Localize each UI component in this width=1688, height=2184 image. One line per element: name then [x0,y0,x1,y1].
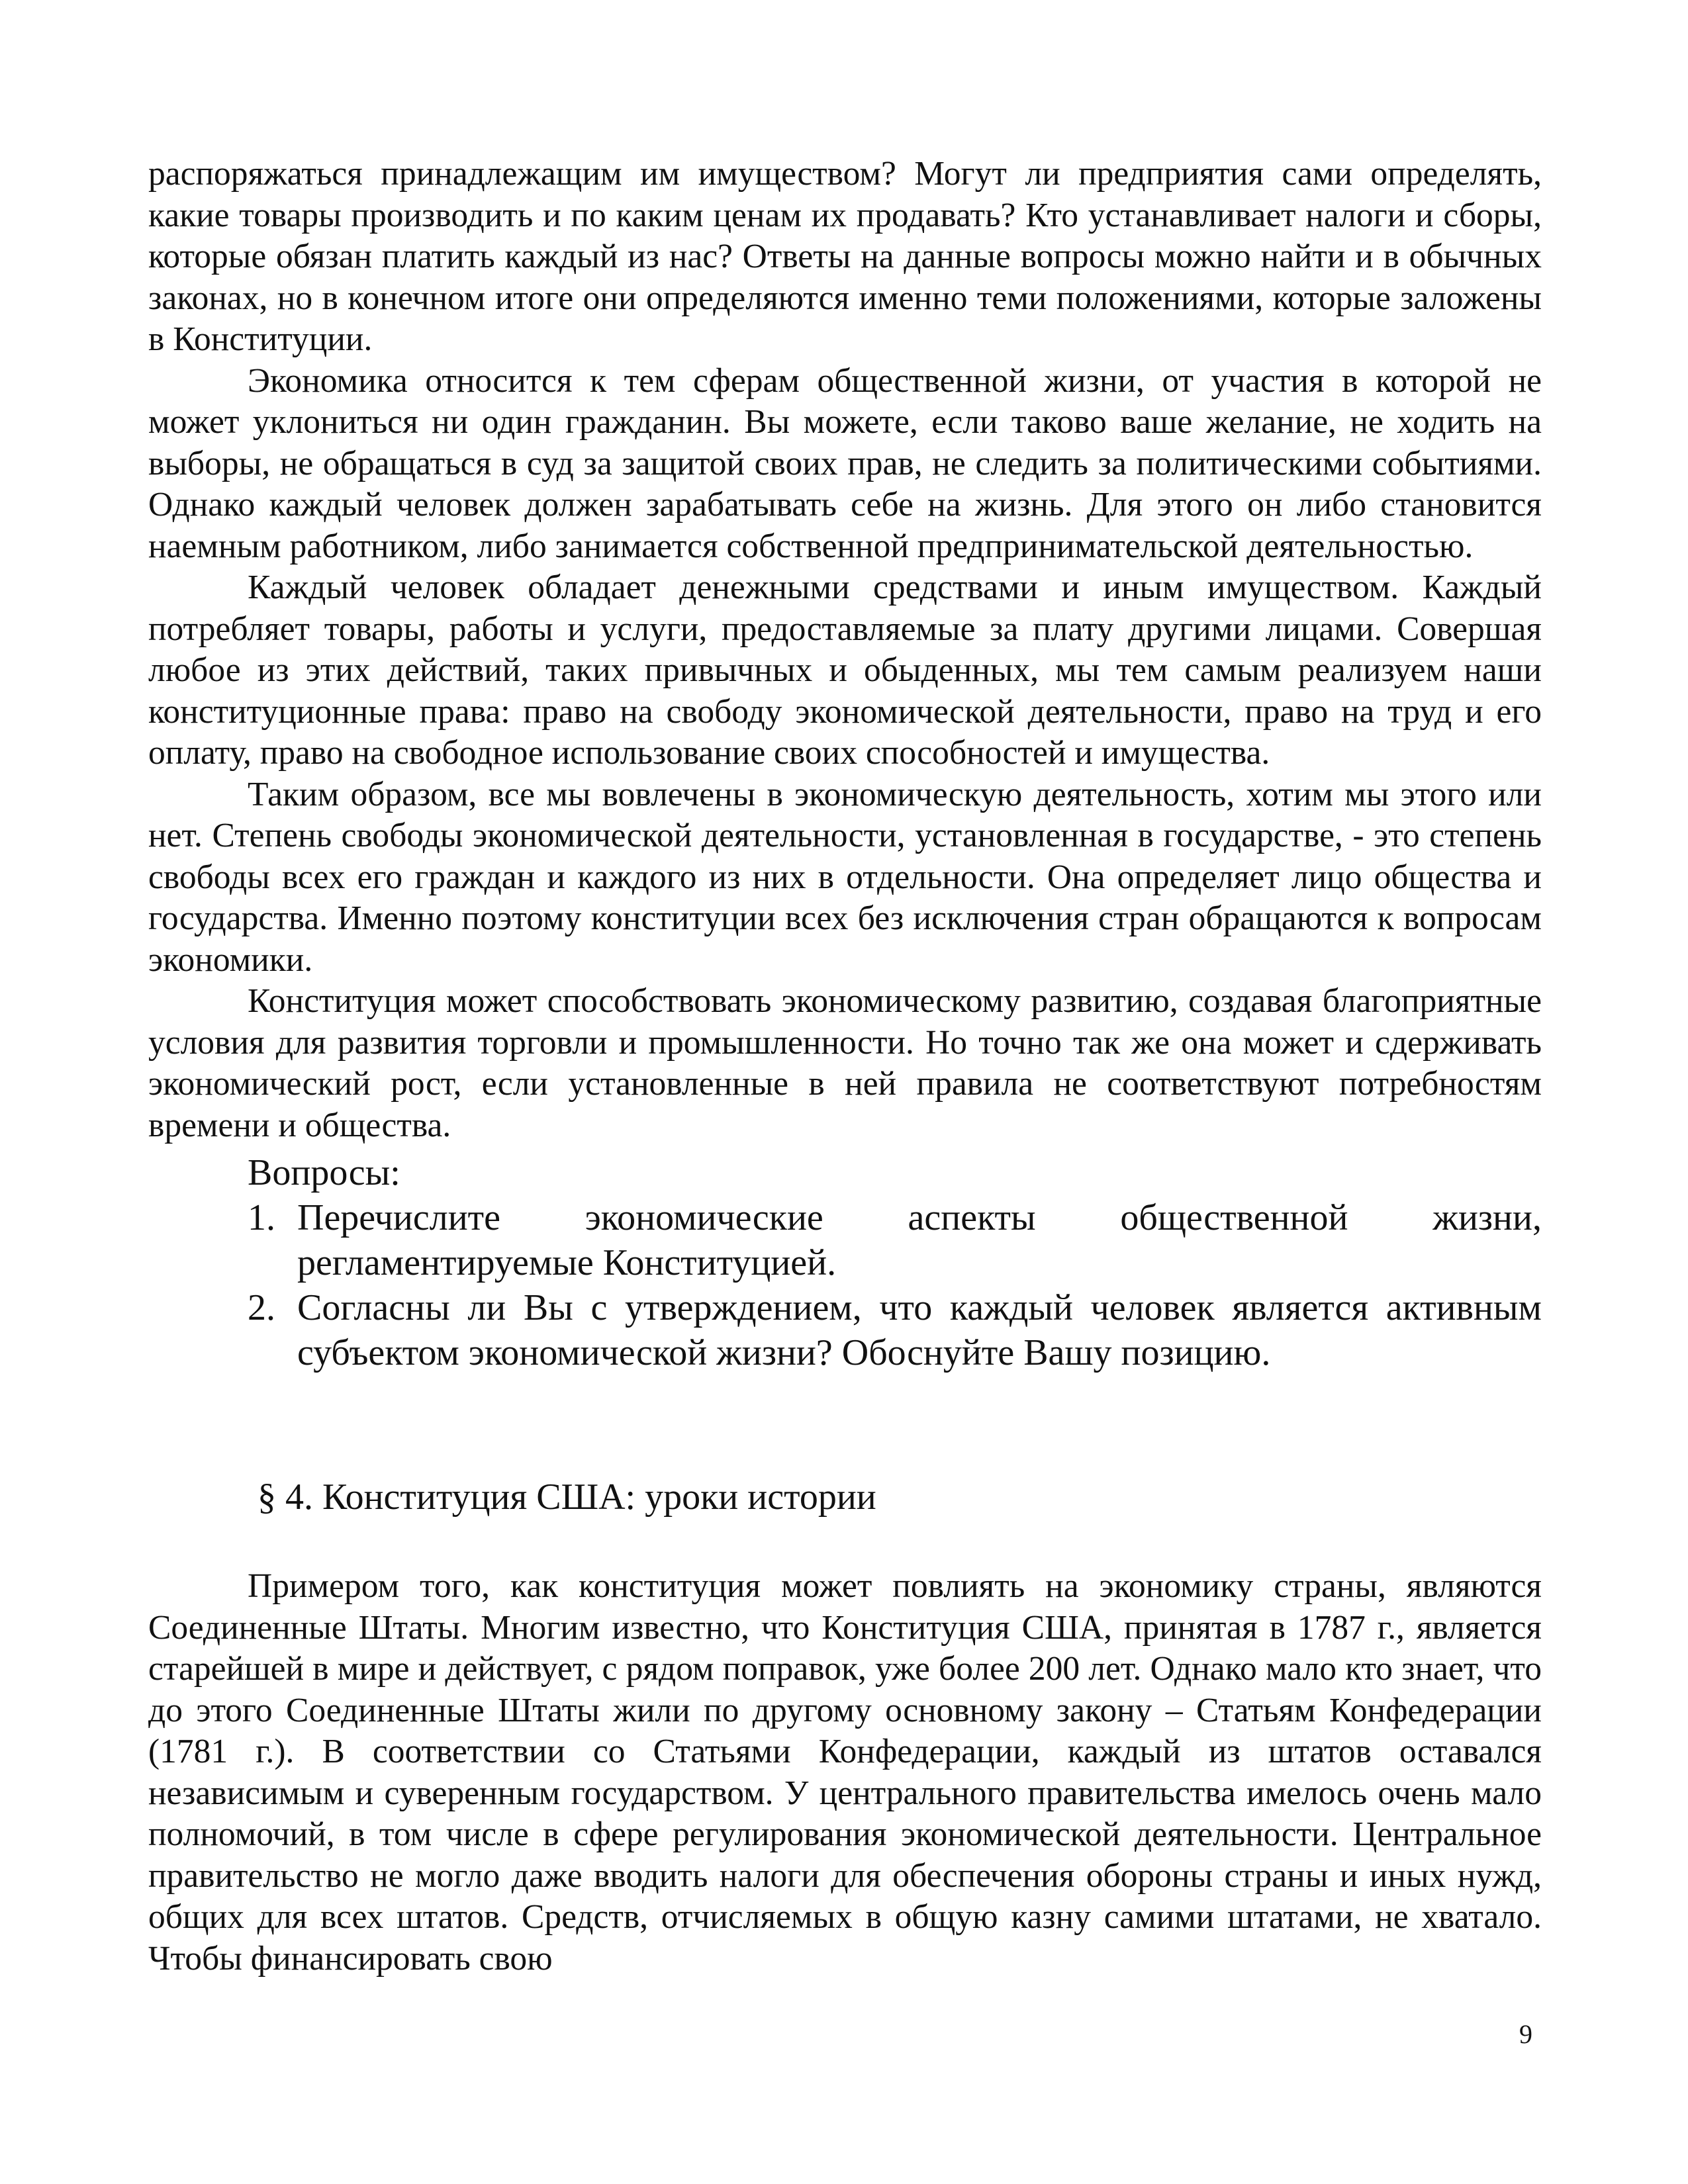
paragraph-economy-sphere: Экономика относится к тем сферам общественной жизни, от участия в которой не может уклониться ни один гражданин. Вы можете, если таково ваше желание, не ходить на выборы, не обращаться в суд за защитой своих прав, не следить за политическими событиями. Однако каждый человек должен зарабатывать себе на жизнь. Для этого он либо становится наемным работником, либо занимается собственной предпринимательской деятельностью. [148,361,1542,565]
questions-list [148,1195,1542,1375]
question-number: 2. [248,1287,275,1328]
question-number: 1. [248,1197,275,1238]
question-item [248,1285,1542,1375]
paragraph-economic-freedom: Таким образом, все мы вовлечены в экономическую деятельность, хотим мы этого или нет. Степень свободы экономической деятельности, установленная в государстве, - это степень свободы всех его граждан и каждого из них в отдельности. Она определяет лицо общества и государства. Именно поэтому конституции всех без исключения стран обращаются к вопросам экономики. [148,775,1542,979]
questions-heading: Вопросы: [248,1152,400,1193]
question-text: Перечислите экономические аспекты общественной жизни, регламентируемые Конституцией. [297,1197,1542,1283]
paragraph-continued: распоряжаться принадлежащим им имуществом? Могут ли предприятия сами определять, какие товары производить и по каким ценам их продавать? Кто устанавливает налоги и сборы, которые обязан платить каждый из нас? Ответы на данные вопросы можно найти и в обычных законах, но в конечном итоге они определяются именно теми положениями, которые заложены в Конституции. [148,155,1542,358]
paragraph-property-rights: Каждый человек обладает денежными средствами и иным имуществом. Каждый потребляет товары, работы и услуги, предоставляемые за плату другими лицами. Совершая любое из этих действий, таких привычных и обыденных, мы тем самым реализуем наши конституционные права: право на свободу экономической деятельности, право на труд и его оплату, право на свободное использование своих способностей и имущества. [148,569,1542,772]
paragraph-usa-example: Примером того, как конституция может повлиять на экономику страны, являются Соединенные Штаты. Многим известно, что Конституция США, принятая в 1787 г., является старейшей в мире и действует, с рядом поправок, уже более 200 лет. Однако мало кто знает, что до этого Соединенные Штаты жили по другому основному закону – Статьям Конфедерации (1781 г.). В соответствии со Статьями Конфедерации, каждый из штатов оставался независимым и суверенным государством. У центрального правительства имелось очень мало полномочий, в том числе в сфере регулирования экономической деятельности. Центральное правительство не могло даже вводить налоги для обеспечения обороны страны и иных нужд, общих для всех штатов. Средств, отчисляемых в общую казну самими штатами, не хватало. Чтобы финансировать свою [148,1567,1542,1978]
question-text: Согласны ли Вы с утверждением, что каждый человек является активным субъектом экономической жизни? Обоснуйте Вашу позицию. [297,1287,1542,1373]
section-heading: § 4. Конституция США: уроки истории [258,1477,876,1518]
page-body [148,154,1542,1979]
page-number: 9 [1519,2019,1532,2049]
question-item [248,1195,1542,1285]
paragraph-constitution-role: Конституция может способствовать экономическому развитию, создавая благоприятные условия для развития торговли и промышленности. Но точно так же она может и сдерживать экономический рост, если установленные в ней правила не соответствуют потребностям времени и общества. [148,982,1542,1144]
